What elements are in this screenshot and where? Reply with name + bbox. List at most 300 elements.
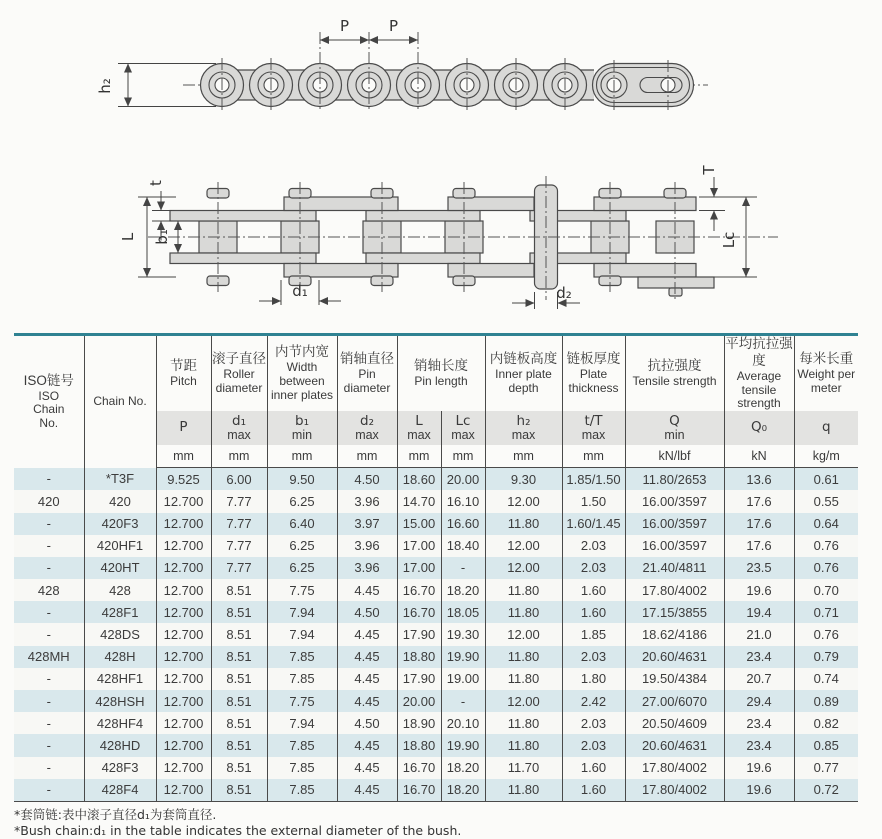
table-cell: 15.00 [397, 513, 441, 535]
plate-height-dim-label: h₂ [96, 78, 114, 94]
symbol-label: t/T [584, 412, 603, 429]
table-cell: 0.74 [794, 668, 858, 690]
table-cell: 11.70 [485, 757, 562, 779]
table-cell: 11.80/2653 [625, 468, 724, 491]
table-cell: 16.70 [397, 757, 441, 779]
table-cell: 17.90 [397, 623, 441, 645]
table-cell: - [46, 516, 51, 532]
table-cell: 4.50 [337, 712, 397, 734]
table-row [14, 690, 858, 712]
table-cell: 11.80 [485, 668, 562, 690]
table-cell: 18.90 [397, 712, 441, 734]
pitch-dim-label-1: P [339, 17, 350, 35]
table-cell: 428DS [84, 623, 156, 645]
table-row [14, 734, 858, 756]
table-cell: 3.96 [337, 557, 397, 579]
table-cell: 2.03 [562, 712, 625, 734]
header-cell [724, 335, 794, 412]
footnote-en: *Bush chain:d₁ in the table indicates the external diameter of the bush. [14, 823, 462, 839]
table-cell: 0.70 [794, 579, 858, 601]
table-cell: 1.60 [562, 757, 625, 779]
unit-cell: mm [485, 445, 562, 468]
table-cell: 20.50/4609 [625, 712, 724, 734]
spec-table-head [14, 335, 858, 468]
table-cell: 1.60/1.45 [562, 513, 625, 535]
table-cell: 0.55 [794, 490, 858, 512]
table-cell: 7.85 [267, 779, 337, 802]
table-cell: 420 [37, 493, 60, 509]
symbol-qualifier: max [581, 428, 606, 443]
symbol-label: d₁ [232, 412, 246, 429]
table-cell: 12.700 [156, 779, 211, 802]
table-cell: 18.62/4186 [625, 623, 724, 645]
table-cell: 23.4 [724, 734, 794, 756]
header-cn-label: 平均抗拉强度 [725, 336, 793, 368]
header-cn-label: 抗拉强度 [647, 358, 702, 374]
table-cell: 1.80 [562, 668, 625, 690]
table-cell: 12.00 [485, 535, 562, 557]
table-cell: 19.00 [441, 668, 485, 690]
table-cell: 12.00 [485, 557, 562, 579]
header-cell [156, 335, 211, 412]
table-row [14, 490, 858, 512]
table-cell: 7.85 [267, 646, 337, 668]
unit-cell: mm [267, 445, 337, 468]
table-cell: 8.51 [211, 646, 267, 668]
pitch-dim-label-2: P [388, 17, 399, 35]
table-cell: 2.42 [562, 690, 625, 712]
header-cell [267, 335, 337, 412]
header-chain-no [84, 335, 156, 468]
table-cell: 8.51 [211, 779, 267, 802]
table-cell: 2.03 [562, 646, 625, 668]
table-cell: 16.70 [397, 779, 441, 802]
table-cell: 21.40/4811 [625, 557, 724, 579]
table-cell: 12.700 [156, 690, 211, 712]
header-iso-chain-no [14, 335, 84, 468]
table-cell: 4.50 [337, 468, 397, 491]
symbol-label: Q [669, 412, 680, 429]
table-cell: 8.51 [211, 690, 267, 712]
table-cell: 6.40 [267, 513, 337, 535]
table-cell: 1.60 [562, 579, 625, 601]
table-cell: 6.25 [267, 490, 337, 512]
pin-length-dim-label: L [119, 232, 137, 242]
table-cell: 9.50 [267, 468, 337, 491]
header-cn-label: 滚子直径 [212, 351, 266, 367]
table-cell: 12.700 [156, 535, 211, 557]
symbol-cell [794, 411, 858, 445]
symbol-label: b₁ [295, 412, 309, 429]
table-cell: 16.70 [397, 601, 441, 623]
table-cell: 7.77 [211, 557, 267, 579]
table-cell: 17.00 [397, 535, 441, 557]
header-en-label: Pin length [414, 374, 468, 389]
header-cell [337, 335, 397, 412]
table-cell: 4.45 [337, 779, 397, 802]
table-cell: - [46, 737, 51, 753]
header-en-label: Tensile strength [632, 374, 717, 389]
table-row [14, 712, 858, 734]
table-cell: 23.4 [724, 646, 794, 668]
header-en-label: Roller diameter [215, 367, 263, 395]
table-cell: 17.80/4002 [625, 757, 724, 779]
chain-diagrams [0, 0, 882, 330]
table-cell: 21.0 [724, 623, 794, 645]
table-cell: 1.60 [562, 779, 625, 802]
symbol-label: L [415, 412, 423, 429]
table-cell: 11.80 [485, 712, 562, 734]
table-cell: 23.4 [724, 712, 794, 734]
table-cell: 428HSH [84, 690, 156, 712]
table-cell: 17.00 [397, 557, 441, 579]
table-cell: 7.75 [267, 579, 337, 601]
table-cell: 0.77 [794, 757, 858, 779]
table-cell: 27.00/6070 [625, 690, 724, 712]
table-cell: 0.61 [794, 468, 858, 491]
symbol-label: q [821, 419, 831, 436]
table-cell: 19.50/4384 [625, 668, 724, 690]
table-cell: - [46, 604, 51, 620]
table-cell: 17.80/4002 [625, 779, 724, 802]
table-cell: 428HF4 [84, 712, 156, 734]
table-cell: 1.60 [562, 601, 625, 623]
table-cell: 12.700 [156, 623, 211, 645]
table-cell: 12.00 [485, 623, 562, 645]
table-cell: 18.80 [397, 734, 441, 756]
symbol-qualifier: max [511, 428, 536, 443]
table-cell: 12.700 [156, 757, 211, 779]
table-cell: - [441, 557, 485, 579]
table-cell: 3.96 [337, 535, 397, 557]
table-cell: 14.70 [397, 490, 441, 512]
pin-diameter-dim-label: d₂ [556, 284, 572, 302]
table-cell: 16.70 [397, 579, 441, 601]
table-cell: - [46, 560, 51, 576]
symbol-qualifier: max [355, 428, 379, 443]
table-cell: 4.45 [337, 668, 397, 690]
table-cell: 0.76 [794, 623, 858, 645]
table-cell: 6.25 [267, 557, 337, 579]
symbol-cell [441, 411, 485, 445]
table-row [14, 535, 858, 557]
table-cell: 420 [84, 490, 156, 512]
table-row [14, 646, 858, 668]
symbol-qualifier: min [664, 428, 685, 443]
table-cell: 18.20 [441, 779, 485, 802]
unit-cell: mm [211, 445, 267, 468]
table-cell: 7.77 [211, 513, 267, 535]
table-cell: 0.89 [794, 690, 858, 712]
table-cell: 17.15/3855 [625, 601, 724, 623]
table-cell: 8.51 [211, 757, 267, 779]
table-cell: 6.25 [267, 535, 337, 557]
table-cell: 0.64 [794, 513, 858, 535]
table-row [14, 601, 858, 623]
table-cell: 428MH [27, 649, 70, 665]
header-en-label: Chain No. [93, 393, 147, 408]
table-cell: 12.700 [156, 601, 211, 623]
table-cell: 11.80 [485, 779, 562, 802]
table-cell: 19.90 [441, 646, 485, 668]
header-cn-label: 每米长重 [799, 351, 854, 367]
symbol-cell [625, 411, 724, 445]
header-cell [625, 335, 724, 412]
header-cell [485, 335, 562, 412]
table-cell: 4.45 [337, 579, 397, 601]
table-cell: 420HT [84, 557, 156, 579]
table-cell: 9.30 [485, 468, 562, 491]
outer-plate-thickness-dim-label: T [700, 165, 718, 175]
table-cell: 428F3 [84, 757, 156, 779]
header-en-label: Plate thickness [568, 367, 619, 395]
symbol-cell [337, 411, 397, 445]
table-cell: 7.85 [267, 757, 337, 779]
table-cell: 19.90 [441, 734, 485, 756]
table-cell: - [441, 690, 485, 712]
header-en-label: Weight per meter [797, 367, 856, 395]
unit-cell: kN/lbf [625, 445, 724, 468]
symbol-label: Lc [455, 412, 471, 429]
table-cell: *T3F [84, 468, 156, 491]
header-en-label: Pin diameter [343, 367, 391, 395]
header-name-row [14, 335, 858, 412]
inner-plate-thickness-dim-label: t [147, 180, 165, 186]
table-cell: 17.6 [724, 490, 794, 512]
table-cell: - [46, 538, 51, 554]
header-en-label: Average tensile strength [736, 368, 782, 411]
symbol-label: P [179, 419, 188, 436]
table-cell: 1.85 [562, 623, 625, 645]
table-cell: 1.50 [562, 490, 625, 512]
table-cell: 4.45 [337, 690, 397, 712]
table-cell: - [46, 715, 51, 731]
table-cell: 16.00/3597 [625, 535, 724, 557]
header-cell [397, 335, 485, 412]
table-cell: 7.77 [211, 490, 267, 512]
table-row [14, 513, 858, 535]
table-cell: 16.10 [441, 490, 485, 512]
table-cell: 20.7 [724, 668, 794, 690]
table-cell: 7.94 [267, 712, 337, 734]
table-cell: 7.94 [267, 601, 337, 623]
table-cell: 16.00/3597 [625, 490, 724, 512]
header-cell [794, 335, 858, 412]
table-cell: - [46, 471, 51, 487]
header-en-label: Inner plate depth [495, 367, 552, 395]
table-cell: 420F3 [84, 513, 156, 535]
header-cn-label: 销轴直径 [340, 351, 394, 367]
table-cell: 428HD [84, 734, 156, 756]
table-cell: 0.72 [794, 779, 858, 802]
table-cell: 18.40 [441, 535, 485, 557]
table-cell: 11.80 [485, 579, 562, 601]
table-cell: 17.6 [724, 513, 794, 535]
table-cell: 7.75 [267, 690, 337, 712]
table-cell: - [46, 760, 51, 776]
symbol-cell [724, 411, 794, 445]
table-cell: 20.10 [441, 712, 485, 734]
table-cell: 19.6 [724, 579, 794, 601]
table-row [14, 468, 858, 491]
table-cell: 428F1 [84, 601, 156, 623]
table-cell: 11.80 [485, 513, 562, 535]
table-row [14, 579, 858, 601]
symbol-cell [267, 411, 337, 445]
table-cell: 7.77 [211, 535, 267, 557]
table-row [14, 668, 858, 690]
table-cell: 12.700 [156, 579, 211, 601]
table-cell: 7.85 [267, 668, 337, 690]
table-body [14, 468, 858, 802]
table-cell: 428H [84, 646, 156, 668]
table-cell: 9.525 [156, 468, 211, 491]
spec-table [14, 333, 858, 802]
table-cell: 19.6 [724, 779, 794, 802]
table-cell: 2.03 [562, 734, 625, 756]
table-cell: 18.80 [397, 646, 441, 668]
table-cell: - [46, 627, 51, 643]
table-cell: 2.03 [562, 557, 625, 579]
header-en-label: ISO Chain No. [33, 388, 65, 431]
unit-cell: mm [156, 445, 211, 468]
table-cell: 0.79 [794, 646, 858, 668]
table-cell: 12.700 [156, 513, 211, 535]
unit-cell: mm [337, 445, 397, 468]
symbol-qualifier: max [407, 428, 431, 443]
symbol-qualifier: min [291, 428, 313, 443]
header-cell [562, 335, 625, 412]
table-cell: 12.700 [156, 712, 211, 734]
table-cell: 4.45 [337, 757, 397, 779]
table-cell: 4.45 [337, 734, 397, 756]
table-cell: 11.80 [485, 734, 562, 756]
table-cell: 17.90 [397, 668, 441, 690]
symbol-cell [211, 411, 267, 445]
table-cell: 17.80/4002 [625, 579, 724, 601]
table-cell: 12.00 [485, 690, 562, 712]
table-cell: 3.96 [337, 490, 397, 512]
table-cell: 1.85/1.50 [562, 468, 625, 491]
connecting-link-plate [638, 277, 714, 288]
table-cell: 11.80 [485, 646, 562, 668]
table-cell: 12.700 [156, 646, 211, 668]
table-cell: 17.6 [724, 535, 794, 557]
inner-width-dim-label: b₁ [153, 229, 171, 245]
table-cell: 8.51 [211, 712, 267, 734]
table-row [14, 779, 858, 802]
table-cell: 12.700 [156, 668, 211, 690]
table-row [14, 623, 858, 645]
table-cell: 428 [37, 582, 60, 598]
unit-cell: kg/m [794, 445, 858, 468]
table-cell: 19.30 [441, 623, 485, 645]
unit-cell: mm [441, 445, 485, 468]
table-cell: 0.82 [794, 712, 858, 734]
table-cell: 19.6 [724, 757, 794, 779]
table-cell: 4.50 [337, 601, 397, 623]
table-cell: 4.45 [337, 623, 397, 645]
header-cn-label: 节距 [170, 358, 197, 374]
table-cell: 7.94 [267, 623, 337, 645]
table-cell: 7.85 [267, 734, 337, 756]
footnote-cn: *套筒链:表中滚子直径d₁为套筒直径. [14, 806, 217, 822]
roller-diameter-dim-label: d₁ [292, 282, 308, 300]
table-cell: 13.6 [724, 468, 794, 491]
table-cell: 8.51 [211, 668, 267, 690]
table-cell: 420HF1 [84, 535, 156, 557]
table-cell: 19.4 [724, 601, 794, 623]
table-cell: 0.76 [794, 535, 858, 557]
table-cell: 20.60/4631 [625, 734, 724, 756]
table-cell: 18.20 [441, 579, 485, 601]
table-cell: 8.51 [211, 601, 267, 623]
table-cell: 18.05 [441, 601, 485, 623]
table-cell: 16.60 [441, 513, 485, 535]
table-row [14, 757, 858, 779]
unit-cell: kN [724, 445, 794, 468]
table-cell: 8.51 [211, 623, 267, 645]
table-row [14, 557, 858, 579]
table-cell: 18.60 [397, 468, 441, 491]
unit-cell: mm [562, 445, 625, 468]
symbol-qualifier: max [227, 428, 251, 443]
table-cell: 11.80 [485, 601, 562, 623]
symbol-label: Q₀ [750, 419, 768, 436]
table-cell: - [46, 693, 51, 709]
table-cell: 8.51 [211, 734, 267, 756]
table-cell: 12.700 [156, 734, 211, 756]
header-en-label: Pitch [170, 374, 197, 389]
symbol-label: h₂ [516, 412, 531, 429]
header-cell [211, 335, 267, 412]
table-cell: 12.00 [485, 490, 562, 512]
table-cell: 12.700 [156, 490, 211, 512]
cottered-pin-length-dim-label: Lc [720, 231, 738, 249]
table-cell: 428F4 [84, 779, 156, 802]
table-cell: 23.5 [724, 557, 794, 579]
table-cell: 20.00 [441, 468, 485, 491]
table-cell: 16.00/3597 [625, 513, 724, 535]
table-cell: - [46, 782, 51, 798]
header-cn-label: 链板厚度 [566, 351, 621, 367]
table-cell: 0.85 [794, 734, 858, 756]
offset-link [593, 64, 694, 107]
symbol-cell [562, 411, 625, 445]
symbol-qualifier: max [451, 428, 475, 443]
table-cell: 4.45 [337, 646, 397, 668]
symbol-label: d₂ [360, 412, 374, 429]
table-cell: 3.97 [337, 513, 397, 535]
header-cn-label: 内链板高度 [489, 351, 558, 367]
unit-cell: mm [397, 445, 441, 468]
table-cell: 2.03 [562, 535, 625, 557]
symbol-cell [156, 411, 211, 445]
table-cell: 428 [84, 579, 156, 601]
header-cn-label: ISO链号 [23, 372, 74, 388]
header-cn-label: 内节内宽 [275, 344, 329, 360]
table-cell: 0.71 [794, 601, 858, 623]
header-en-label: Width between inner plates [270, 360, 334, 402]
symbol-cell [485, 411, 562, 445]
table-cell: 18.20 [441, 757, 485, 779]
table-cell: 428HF1 [84, 668, 156, 690]
footnotes [14, 807, 882, 839]
table-cell: 0.76 [794, 557, 858, 579]
symbol-cell [397, 411, 441, 445]
plan-view-diagram [119, 165, 778, 309]
table-cell: 29.4 [724, 690, 794, 712]
